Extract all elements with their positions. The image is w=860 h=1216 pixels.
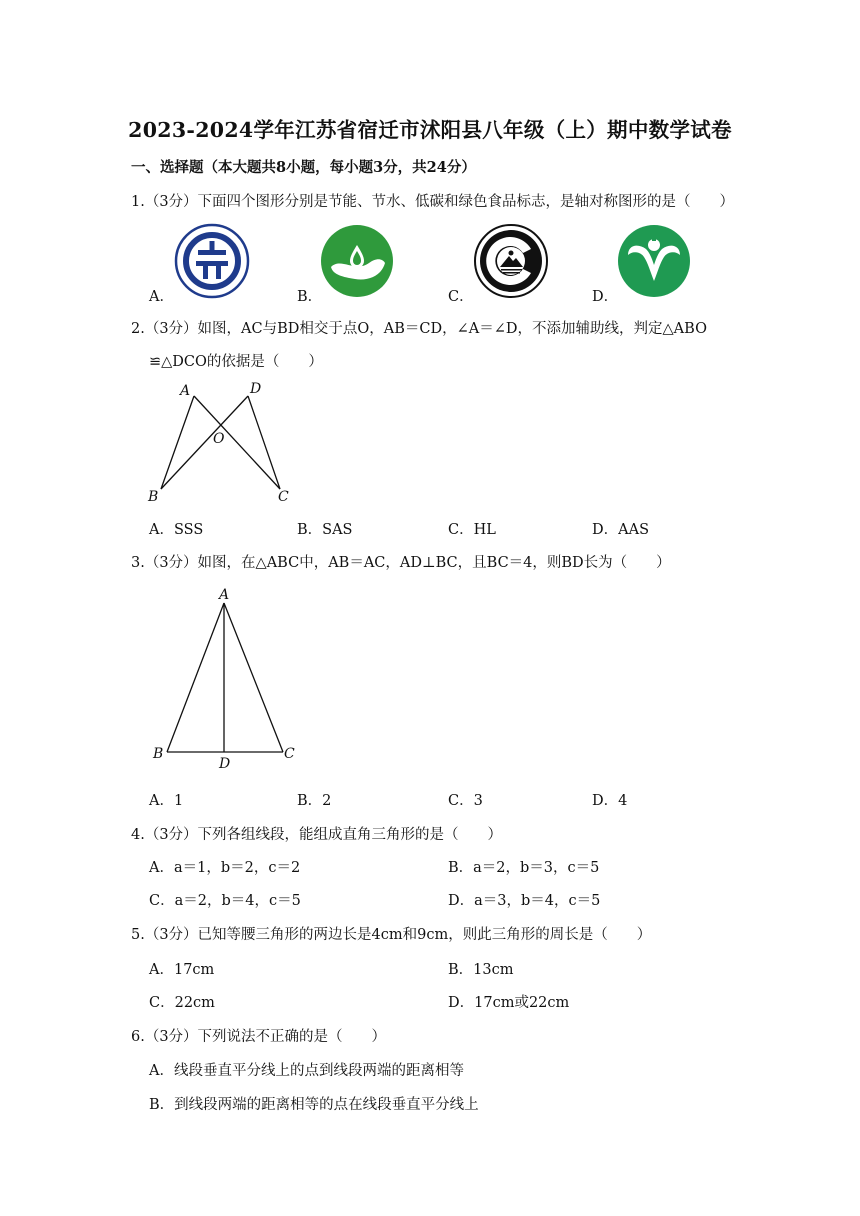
question-2-stem-line-2: ≌△DCO的依据是（ ） — [149, 354, 323, 370]
q2-label-a: A — [180, 383, 191, 399]
energy-saving-logo-icon — [174, 223, 250, 299]
q4-option-a: A．a＝1，b＝2，c＝2 — [149, 860, 301, 876]
q2-option-b: B．SAS — [297, 522, 353, 538]
question-3-stem: 3.（3分）如图，在△ABC中，AB＝AC，AD⊥BC，且BC＝4，则BD长为（ ） — [131, 555, 671, 571]
question-4-stem: 4.（3分）下列各组线段，能组成直角三角形的是（ ） — [131, 827, 503, 843]
q1-option-b-label: B． — [297, 289, 323, 305]
q6-option-b: B．到线段两端的距离相等的点在线段垂直平分线上 — [149, 1097, 479, 1113]
section-heading: 一、选择题（本大题共8小题，每小题3分，共24分） — [131, 159, 476, 176]
q1-option-c-label: C． — [448, 289, 474, 305]
q5-option-b: B．13cm — [448, 962, 514, 978]
q4-option-c: C．a＝2，b＝4，c＝5 — [149, 893, 301, 909]
page-title: 2023-2024学年江苏省宿迁市沭阳县八年级（上）期中数学试卷 — [128, 118, 732, 142]
question-1-stem: 1.（3分）下面四个图形分别是节能、节水、低碳和绿色食品标志，是轴对称图形的是（ ） — [131, 194, 735, 210]
question-2-stem-line-1: 2.（3分）如图，AC与BD相交于点O，AB＝CD，∠A＝∠D，不添加辅助线，判定△ABO — [131, 321, 707, 337]
q3-label-c: C — [284, 746, 295, 762]
q4-option-d: D．a＝3，b＝4，c＝5 — [448, 893, 601, 909]
q2-label-c: C — [278, 489, 289, 505]
q2-option-c: C．HL — [448, 522, 496, 538]
low-carbon-logo-icon — [473, 223, 549, 299]
q5-option-c: C．22cm — [149, 995, 215, 1011]
q6-option-a: A．线段垂直平分线上的点到线段两端的距离相等 — [149, 1063, 464, 1079]
question-6-stem: 6.（3分）下列说法不正确的是（ ） — [131, 1029, 387, 1045]
q5-option-d: D．17cm或22cm — [448, 995, 570, 1011]
q2-label-d: D — [250, 381, 262, 397]
q3-label-d: D — [219, 756, 231, 772]
q3-isosceles-triangle-figure — [145, 583, 305, 773]
q1-option-d-label: D． — [592, 289, 619, 305]
q2-option-d: D．AAS — [592, 522, 650, 538]
green-food-logo-icon — [616, 223, 692, 299]
q3-option-d: D．4 — [592, 793, 628, 809]
q2-crossed-triangles-figure — [140, 375, 300, 510]
q3-option-b: B．2 — [297, 793, 332, 809]
q1-option-a-label: A． — [149, 289, 174, 305]
q4-option-b: B．a＝2，b＝3，c＝5 — [448, 860, 600, 876]
q3-label-b: B — [153, 746, 164, 762]
q3-label-a: A — [219, 587, 230, 603]
q2-label-b: B — [148, 489, 159, 505]
q2-option-a: A．SSS — [149, 522, 204, 538]
q3-option-c: C．3 — [448, 793, 483, 809]
question-5-stem: 5.（3分）已知等腰三角形的两边长是4cm和9cm，则此三角形的周长是（ ） — [131, 927, 652, 943]
q3-option-a: A．1 — [149, 793, 184, 809]
water-saving-logo-icon — [319, 223, 395, 299]
q5-option-a: A．17cm — [149, 962, 215, 978]
q2-label-o: O — [213, 431, 225, 447]
